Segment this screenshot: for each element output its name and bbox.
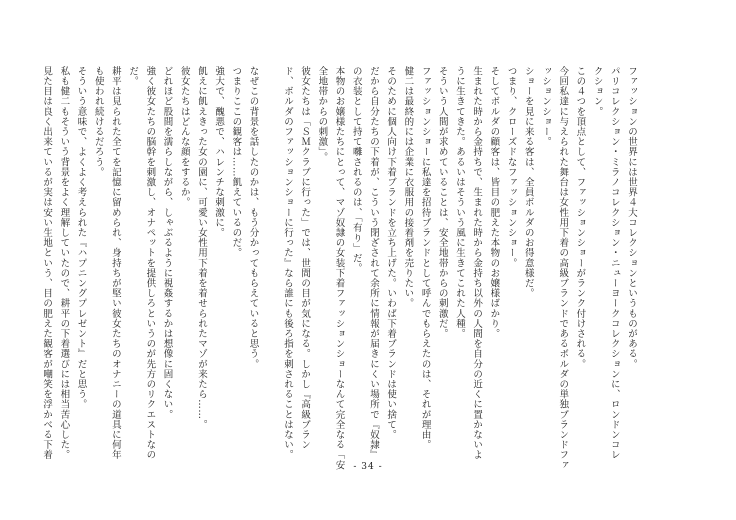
- paragraph-gap: [262, 66, 279, 436]
- text-line: どれほど股間を濡らしながら、しゃぶるように視姦するかは想像に固くない。: [161, 66, 173, 420]
- text-line: も使われ続けるだろう。: [92, 66, 104, 178]
- text-line: 健二は最終的には企業に衣服用の接着剤を売りたい。: [402, 66, 414, 309]
- text-line: パリコレクション・ミラノコレクション・ニューヨークコレクションに、ロンドンコレ: [608, 66, 620, 460]
- text-line: ショーを見に来る客は、全員ボルダのお得意様だ。: [522, 66, 534, 299]
- text-line: そういう意味で、よくよく考えられた『ハプニングプレゼント』だと思う。: [75, 66, 87, 410]
- text-line: 今回私達に与えられた舞台は女性用下着の高級ブランドであるボルダの単独ブランドファ: [557, 66, 569, 470]
- text-line: 見た目は良く出来ているが実は安い生地という、目の肥えた観客が嘲笑を浮かべる下着: [41, 66, 53, 460]
- text-line: だ。: [127, 66, 139, 87]
- page-number: - 34 -: [353, 462, 383, 472]
- text-line: そしてボルダの顧客は、皆目の肥えた本物のお嬢様ばかり。: [488, 66, 500, 339]
- text-line: の衣装として持て囃されるのは、「有り」だ。: [350, 66, 362, 274]
- text-line: 本物のお嬢様たちにとって、マゾ奴隷の女装下着ファッションショーなんて完全なる「安: [333, 66, 345, 470]
- text-line: だから自分たちの下着が、こういう閉ざされて余所に情報が届きにくい場所で『奴隷』: [367, 66, 379, 460]
- text-line: うに生きてきた。あるいはそういう風に生きてこれた人種。: [453, 66, 465, 339]
- text-line: この４つを頂点として、ファッションショーがランク付けされる。: [574, 66, 586, 369]
- text-line: なぜこの背景を話したのかは、もう分かってもらえていると思う。: [247, 66, 259, 369]
- text-line: 生まれた時から金持ちで、生まれた時から金持ち以外の人間を自分の近くに置かないよ: [471, 66, 483, 460]
- text-line: ド、ボルダのファッションショーに行った』なら誰にも後ろ指を刺されることはない。: [281, 66, 293, 460]
- text-line: ッションショー。: [539, 66, 551, 147]
- text-line: クション。: [591, 66, 603, 117]
- text-line: ファッションショーに私達を招待ブランドとして呼んでもらえたのは、それが理由。: [419, 66, 431, 450]
- text-line: つまり、クローズドなファッションショー。: [505, 66, 517, 268]
- text-line: 強大で、醜悪で、ハレンチな刺激に。: [213, 66, 225, 238]
- text-line: 耕平は見られた全てを記憶に留められ、身持ちが堅い彼女たちのオナニーの道具に何年: [109, 66, 121, 460]
- text-line: 全地帯からの刺激」。: [316, 66, 328, 163]
- text-line: 強く彼女たちの脳幹を刺激し、オナペットを提供しろというのが先方のリクエストなの: [144, 66, 156, 460]
- text-line: そのために個人向け下着ブランドを立ち上げた。いわば下着ブランドは使い捨て。: [385, 66, 397, 440]
- text-line: 飢えに飢えきった女の園に、可愛い女性用下着を着せられたマゾが来たら……。: [195, 66, 207, 430]
- text-line: つまりここの観客は……飢えているのだ。: [230, 66, 242, 258]
- text-line: ファッションの世界には世界４大コレクションというものがある。: [626, 66, 637, 369]
- text-line: 彼女たちはどんな顔をするか。: [178, 66, 190, 208]
- text-line: 私も健二もそういう背景をよく理解していたので、耕平の下着選びには相当苦心した。: [58, 66, 70, 460]
- text-line: 彼女たちは「ＳＭクラブに行った」では、世間の目が気になる。しかし『高級ブラン: [299, 66, 311, 450]
- text-line: そういう人間が求めていることは、安全地帯からの刺激だ。: [436, 66, 448, 339]
